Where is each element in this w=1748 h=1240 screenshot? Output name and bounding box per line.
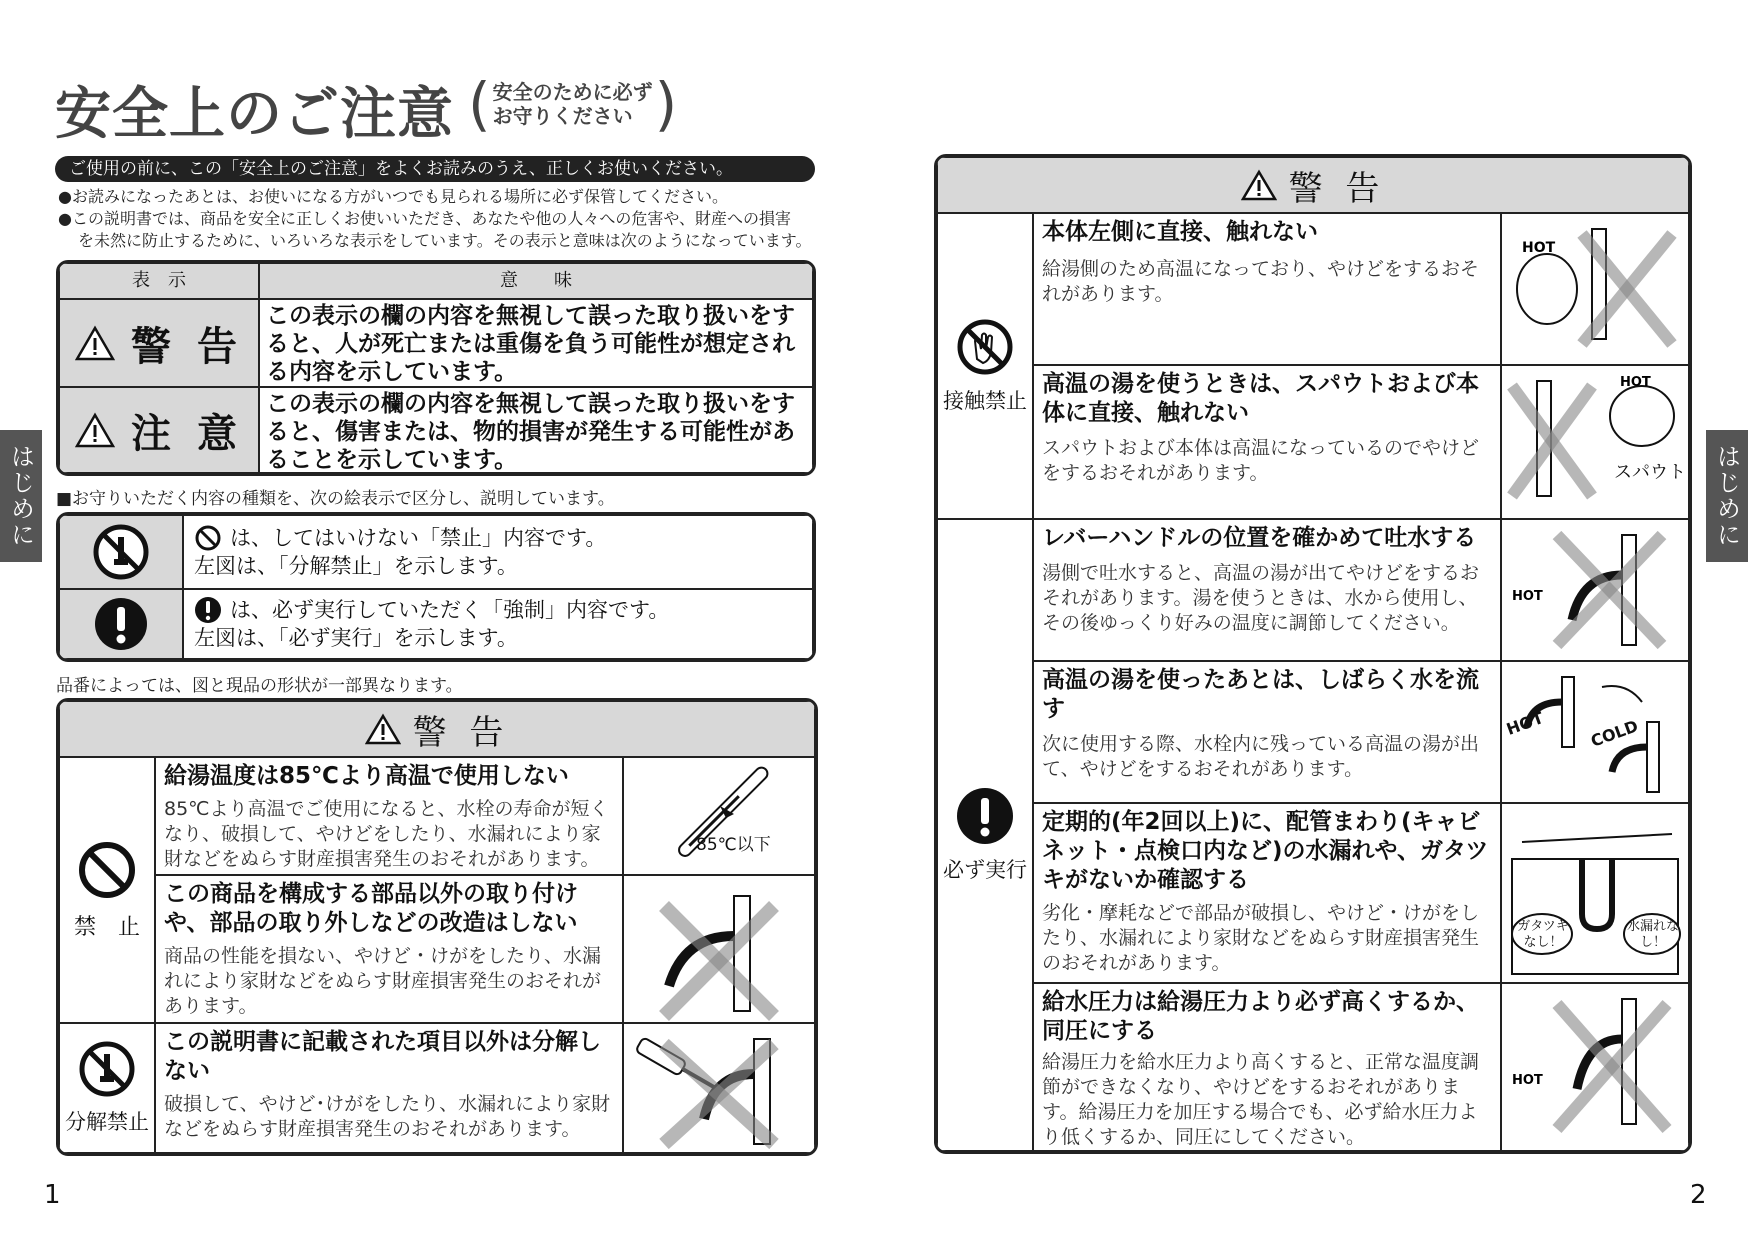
legend-label-caution: 注 意 (59, 387, 259, 473)
legend-meaning: この表示の欄の内容を無視して誤った取り扱いをすると、人が死亡または重傷を負う可能性が想定される内容を示しています。 (259, 299, 813, 387)
page-number: 1 (44, 1180, 61, 1210)
warning-item: 高温の湯を使うときは、スパウトおよび本体に直接、触れない スパウトおよび本体は高温になっているのでやけどをするおそれがあります。 (1033, 365, 1501, 519)
warning-box-right: 警 告 接触禁止 必ず実行 本体左側に直接、触れない 給湯側のため高温になっており、やけどをするおそれがあります。 HOT 高温の湯を使うときは、スパウトおよび本体に直接、触れない スパウトおよび本体は高温になっているのでやけどをするおそれがあります。 HOT スパウト レバーハンドルの位置を確かめて吐水する 湯側で吐水すると、高温の湯が出てやけどをするおそれがあります。湯を使うときは、水から使用し、その後ゆっくり好みの温度に調節してください。 HOT 高温の湯を使ったあとは、しばらく水を流す 次に使用する際、水栓内に残っている高温の湯が出て、やけどをするおそれがあります。 HOT COLD 定期的(年2回以上)に、配管まわり(キャビネット・点検口内など)の水漏れや、ガタツキがないか確認する 劣化・摩耗などで部品が破損し、やけど・けがをしたり、水漏れにより家財などをぬらす財産損害発生のおそれがあります。 ガタツキなし！ 水漏れなし！ 給水圧力は給湯圧力より必ず高くするか、同圧にする 給湯圧力を給水圧力より高くすると、正常な温度調節ができなくなり、やけどをするおそれがあります。給湯圧力を加圧する場合でも、必ず給水圧力より低くするか、同圧にしてください。 HOT (934, 154, 1692, 1154)
page-title: 安全上のご注意 (55, 82, 454, 147)
warning-item: 本体左側に直接、触れない 給湯側のため高温になっており、やけどをするおそれがあります。 (1033, 213, 1501, 365)
figure-thermometer: 85℃以下 (623, 757, 815, 875)
page-number: 2 (1690, 1180, 1707, 1210)
legend-meaning: この表示の欄の内容を無視して誤った取り扱いをすると、傷害または、物的損害が発生する可能性があることを示しています。 (259, 387, 813, 473)
warning-triangle-icon (1241, 169, 1277, 201)
category-label: 接触禁止 (943, 389, 1027, 413)
faucet-pressure-icon (1502, 984, 1688, 1150)
lever-faucet-icon (1502, 520, 1688, 660)
legend-col-header: 表 示 (59, 263, 259, 299)
cabinet-check-icon (1502, 804, 1688, 982)
faucet-crossed-icon (624, 876, 814, 1022)
warning-triangle-icon (75, 412, 115, 448)
title-note: ( 安全のために必ず お守りください ) (468, 70, 678, 138)
mandatory-icon (93, 596, 149, 652)
category-label: 必ず実行 (943, 858, 1027, 882)
warning-triangle-icon (365, 713, 401, 745)
no-disassembly-icon (92, 523, 150, 581)
category-label: 禁 止 (73, 914, 140, 940)
no-disassembly-icon (78, 1040, 136, 1098)
hot-faucet-icon (1502, 214, 1688, 364)
warning-box-left (56, 698, 818, 1156)
svg-text:HOT: HOT (1512, 589, 1543, 604)
side-tab: はじめに (1706, 430, 1748, 562)
side-tab: はじめに (0, 430, 42, 562)
legend-col-header: 意 味 (259, 263, 813, 299)
legend-label-warning: 警 告 (59, 299, 259, 387)
mandatory-icon (194, 596, 222, 624)
symbols-intro: ■お守りいただく内容の種類を、次の絵表示で区分し、説明しています。 (56, 489, 615, 509)
warning-item: レバーハンドルの位置を確かめて吐水する 湯側で吐水すると、高温の湯が出てやけどをするおそれがあります。湯を使うときは、水から使用し、その後ゆっくり好みの温度に調節してください。 (1033, 519, 1501, 661)
intro-banner: ご使用の前に、この「安全上のご注意」をよくお読みのうえ、正しくお使いください。 (55, 156, 815, 182)
warning-header: 警 告 (937, 157, 1689, 213)
no-touch-icon (955, 317, 1015, 377)
warning-triangle-icon (75, 325, 115, 361)
category-label: 分解禁止 (65, 1110, 149, 1134)
warning-item: この説明書に記載された項目以外は分解しない 破損して、やけど･けがをしたり、水漏れにより家財などをぬらす財産損害発生のおそれがあります。 (155, 1023, 623, 1153)
bullet-text: ●お読みになったあとは、お使いになる方がいつでも見られる場所に必ず保管してください。 (58, 187, 728, 206)
warning-item: 定期的(年2回以上)に、配管まわり(キャビネット・点検口内など)の水漏れや、ガタツキがないか確認する 劣化・摩耗などで部品が破損し、やけど・けがをしたり、水漏れにより家財などをぬらす財産損害発生のおそれがあります。 (1033, 803, 1501, 983)
model-note: 品番によっては、図と現品の形状が一部異なります。 (56, 676, 463, 696)
warning-item: 給水圧力は給湯圧力より必ず高くするか、同圧にする 給湯圧力を給水圧力より高くすると、正常な温度調節ができなくなり、やけどをするおそれがあります。給湯圧力を加圧する場合でも、必ず給水圧力より低くするか、同圧にしてください。 (1033, 983, 1501, 1151)
bullet-text: を未然に防止するために、いろいろな表示をしています。その表示と意味は次のようになっています。 (78, 231, 812, 250)
warning-item: 高温の湯を使ったあとは、しばらく水を流す 次に使用する際、水栓内に残っている高温の湯が出て、やけどをするおそれがあります。 (1033, 661, 1501, 803)
warning-item: この商品を構成する部品以外の取り付けや、部品の取り外しなどの改造はしない 商品の性能を損ない、やけど・けがをしたり、水漏れにより家財などをぬらす財産損害発生のおそれがあります。 (155, 875, 623, 1023)
symbols-table: は、してはいけない「禁止」内容です。 左図は、「分解禁止」を示します。 は、必ず実行していただく「強制」内容です。 左図は、「必ず実行」を示します。 (56, 512, 816, 662)
hot-spout-icon (1502, 366, 1688, 518)
bullet-text: ●この説明書では、商品を安全に正しくお使いいただき、あなたや他の人々への危害や、財産への損害 (58, 209, 792, 228)
screwdriver-crossed-icon (624, 1024, 814, 1152)
svg-text:HOT: HOT (1522, 240, 1556, 256)
warning-item: 給湯温度は85℃より高温で使用しない 85℃より高温でご使用になると、水栓の寿命が短くなり、破損して、やけどをしたり、水漏れにより家財などをぬらす財産損害発生のおそれがあります。 (155, 757, 623, 875)
svg-text:HOT: HOT (1512, 1073, 1543, 1088)
svg-text:HOT: HOT (1620, 375, 1651, 390)
prohibit-icon (77, 840, 137, 900)
prohibit-icon (194, 524, 222, 552)
mandatory-icon (955, 786, 1015, 846)
legend-table (56, 260, 816, 476)
warning-header: 警 告 (59, 701, 815, 757)
thermometer-icon (624, 758, 814, 874)
